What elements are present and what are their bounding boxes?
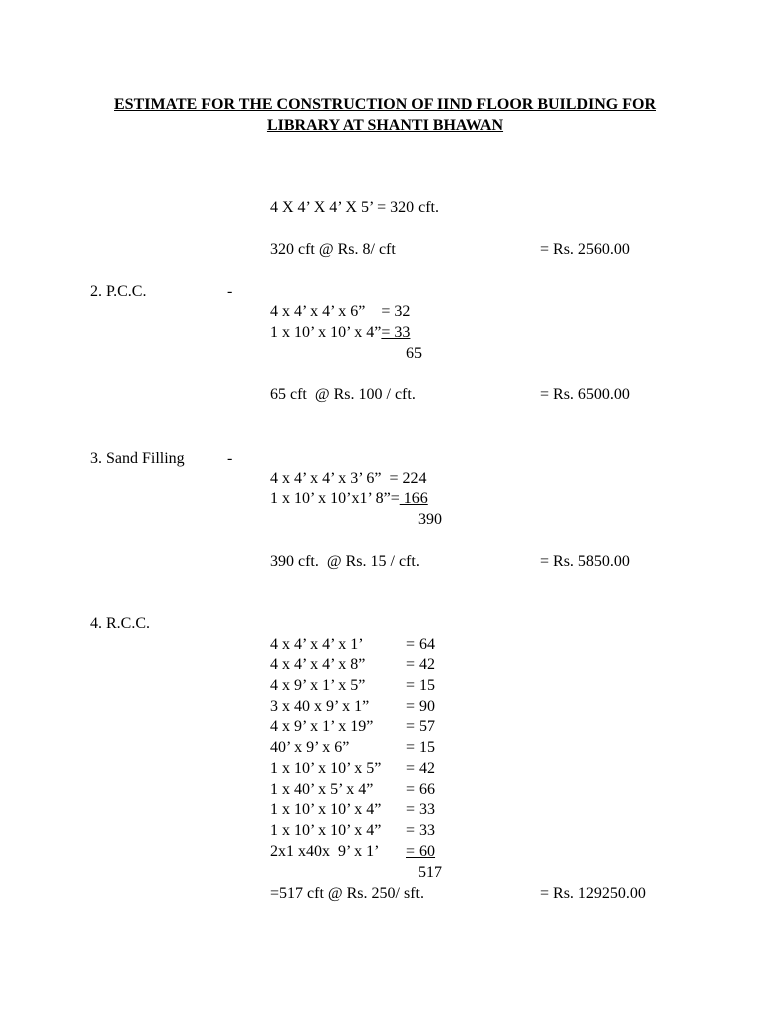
rcc-row-2-calc: 4 x 4’ x 4’ x 8” bbox=[270, 656, 366, 673]
sec3-rate: 390 cft. @ Rs. 15 / cft. bbox=[270, 553, 420, 570]
sec3-total: 390 bbox=[418, 511, 442, 528]
document-title-line-2: LIBRARY AT SHANTI BHAWAN bbox=[266, 117, 504, 134]
rcc-row-3-calc: 4 x 9’ x 1’ x 5” bbox=[270, 677, 366, 694]
sec3-line-1: 4 x 4’ x 4’ x 3’ 6” = 224 bbox=[270, 470, 427, 487]
sec2-line-2-calc: 1 x 10’ x 10’ x 4” bbox=[270, 324, 382, 341]
sec4-total: 517 bbox=[418, 864, 442, 881]
rcc-row-6-calc: 40’ x 9’ x 6” bbox=[270, 739, 350, 756]
sec4-amount: = Rs. 129250.00 bbox=[540, 885, 646, 902]
sec3-line-2-calc: 1 x 10’ x 10’x1’ 8”= bbox=[270, 490, 400, 507]
sec2-rate: 65 cft @ Rs. 100 / cft. bbox=[270, 386, 416, 403]
rcc-row-7-calc: 1 x 10’ x 10’ x 5” bbox=[270, 760, 382, 777]
rcc-row-5-calc: 4 x 9’ x 1’ x 19” bbox=[270, 718, 374, 735]
rcc-row-9-calc: 1 x 10’ x 10’ x 4” bbox=[270, 801, 382, 818]
rcc-row-10-result: = 33 bbox=[406, 822, 436, 839]
rcc-row-7-result: = 42 bbox=[406, 760, 436, 777]
sec1-amount: = Rs. 2560.00 bbox=[540, 241, 630, 258]
rcc-row-4-result: = 90 bbox=[406, 698, 436, 715]
sec3-line-2 bbox=[270, 489, 428, 509]
sec3-line-2-result: 166 bbox=[399, 490, 428, 507]
rcc-row-4-calc: 3 x 40 x 9’ x 1” bbox=[270, 698, 370, 715]
sec2-line-2 bbox=[270, 323, 410, 343]
sec3-amount: = Rs. 5850.00 bbox=[540, 553, 630, 570]
sec4-label: 4. R.C.C. bbox=[90, 615, 151, 632]
sec1-rate: 320 cft @ Rs. 8/ cft bbox=[270, 241, 396, 258]
sec3-label: 3. Sand Filling bbox=[90, 450, 185, 467]
sec2-total: 65 bbox=[406, 345, 422, 362]
rcc-row-1-calc: 4 x 4’ x 4’ x 1’ bbox=[270, 636, 364, 653]
rcc-row-8-calc: 1 x 40’ x 5’ x 4” bbox=[270, 781, 374, 798]
sec1-calculation: 4 X 4’ X 4’ X 5’ = 320 cft. bbox=[270, 199, 439, 216]
rcc-row-11-calc: 2x1 x40x 9’ x 1’ bbox=[270, 843, 380, 860]
rcc-row-3-result: = 15 bbox=[406, 677, 436, 694]
rcc-row-6-result: = 15 bbox=[406, 739, 436, 756]
rcc-row-1-result: = 64 bbox=[406, 636, 436, 653]
sec2-line-1: 4 x 4’ x 4’ x 6” = 32 bbox=[270, 303, 411, 320]
sec2-amount: = Rs. 6500.00 bbox=[540, 386, 630, 403]
rcc-row-9-result: = 33 bbox=[406, 801, 436, 818]
rcc-row-8-result: = 66 bbox=[406, 781, 436, 798]
rcc-row-5-result: = 57 bbox=[406, 718, 436, 735]
sec3-dash: - bbox=[227, 450, 233, 467]
rcc-row-10-calc: 1 x 10’ x 10’ x 4” bbox=[270, 822, 382, 839]
sec4-rate: =517 cft @ Rs. 250/ sft. bbox=[270, 885, 424, 902]
sec2-label: 2. P.C.C. bbox=[90, 283, 147, 300]
sec2-dash: - bbox=[227, 283, 233, 300]
rcc-row-2-result: = 42 bbox=[406, 656, 436, 673]
rcc-row-11-result: = 60 bbox=[406, 843, 436, 860]
sec2-line-2-result: = 33 bbox=[381, 324, 411, 341]
document-title-line-1: ESTIMATE FOR THE CONSTRUCTION OF IIND FLOOR BUILDING FOR bbox=[114, 96, 656, 113]
